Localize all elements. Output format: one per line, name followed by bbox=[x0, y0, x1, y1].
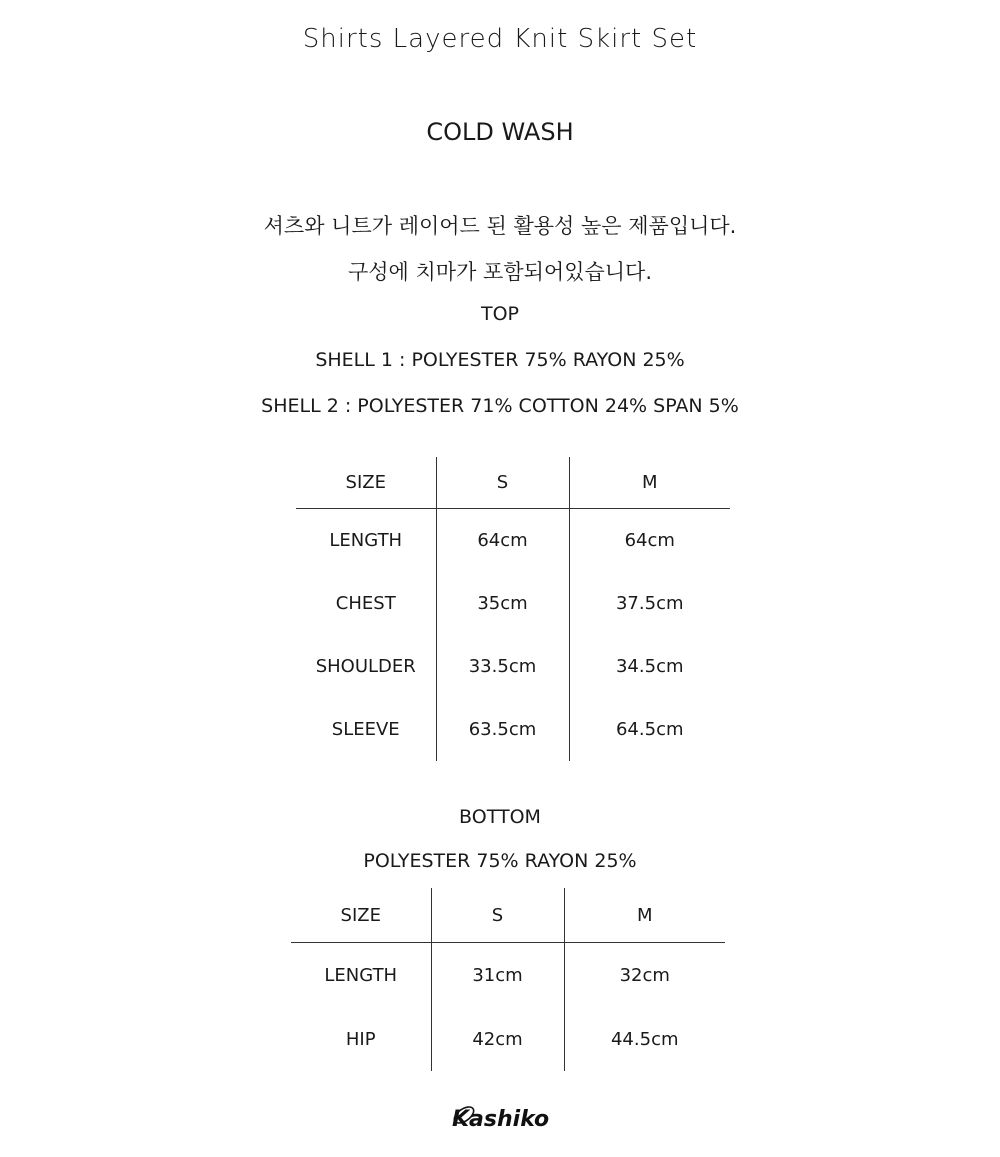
table-row bbox=[296, 635, 730, 698]
measure-s-value: 33.5cm bbox=[436, 635, 569, 698]
bottom-fabric: POLYESTER 75% RAYON 25% bbox=[363, 850, 637, 872]
measure-m-value: 64cm bbox=[624, 530, 675, 551]
size-s-header: S bbox=[431, 888, 564, 943]
bottom-heading: BOTTOM bbox=[459, 806, 541, 828]
measure-label: HIP bbox=[291, 1007, 431, 1071]
size-m-header: M bbox=[564, 888, 725, 943]
measure-s-value: 64cm bbox=[436, 509, 569, 573]
measure-m-value: 32cm bbox=[619, 964, 670, 986]
description-line-1: 셔츠와 니트가 레이어드 된 활용성 높은 제품입니다. bbox=[263, 214, 737, 238]
measure-m-value: 64.5cm bbox=[615, 719, 684, 740]
top-shell-1-fabric: SHELL 1 : POLYESTER 75% RAYON 25% bbox=[315, 349, 685, 371]
measure-s-value: 35cm bbox=[436, 572, 569, 635]
table-row bbox=[296, 698, 730, 761]
measure-s-value: 31cm bbox=[431, 943, 564, 1008]
svg-text:Kashiko: Kashiko bbox=[452, 1107, 550, 1132]
measure-m-value: 37.5cm bbox=[615, 593, 684, 614]
table-row bbox=[291, 943, 725, 1008]
top-shell-2-fabric: SHELL 2 : POLYESTER 71% COTTON 24% SPAN 5% bbox=[261, 395, 739, 417]
measure-label: CHEST bbox=[296, 572, 436, 635]
measure-label: SLEEVE bbox=[296, 698, 436, 761]
table-header-row bbox=[296, 457, 730, 509]
bottom-size-table bbox=[291, 888, 725, 1071]
table-row bbox=[291, 1007, 725, 1071]
measure-s-value: 42cm bbox=[431, 1007, 564, 1071]
size-header: SIZE bbox=[291, 888, 431, 943]
care-instruction: COLD WASH bbox=[426, 118, 574, 146]
product-title: Shirts Layered Knit Skirt Set bbox=[302, 24, 698, 54]
table-header-row bbox=[291, 888, 725, 943]
brand-logo bbox=[0, 1098, 1000, 1138]
table-row bbox=[296, 509, 730, 573]
measure-s-value: 63.5cm bbox=[436, 698, 569, 761]
measure-m-value: 44.5cm bbox=[610, 1028, 679, 1050]
size-m-header: M bbox=[569, 457, 730, 509]
top-size-table bbox=[296, 457, 730, 761]
top-heading: TOP bbox=[480, 303, 520, 325]
measure-label: LENGTH bbox=[296, 509, 436, 573]
size-header: SIZE bbox=[296, 457, 436, 509]
table-row bbox=[296, 572, 730, 635]
measure-m-value: 34.5cm bbox=[615, 656, 684, 677]
measure-label: SHOULDER bbox=[296, 635, 436, 698]
measure-label: LENGTH bbox=[291, 943, 431, 1008]
orbit-k-logo-icon bbox=[450, 1098, 550, 1134]
size-s-header: S bbox=[436, 457, 569, 509]
description-line-2: 구성에 치마가 포함되어있습니다. bbox=[347, 260, 653, 284]
